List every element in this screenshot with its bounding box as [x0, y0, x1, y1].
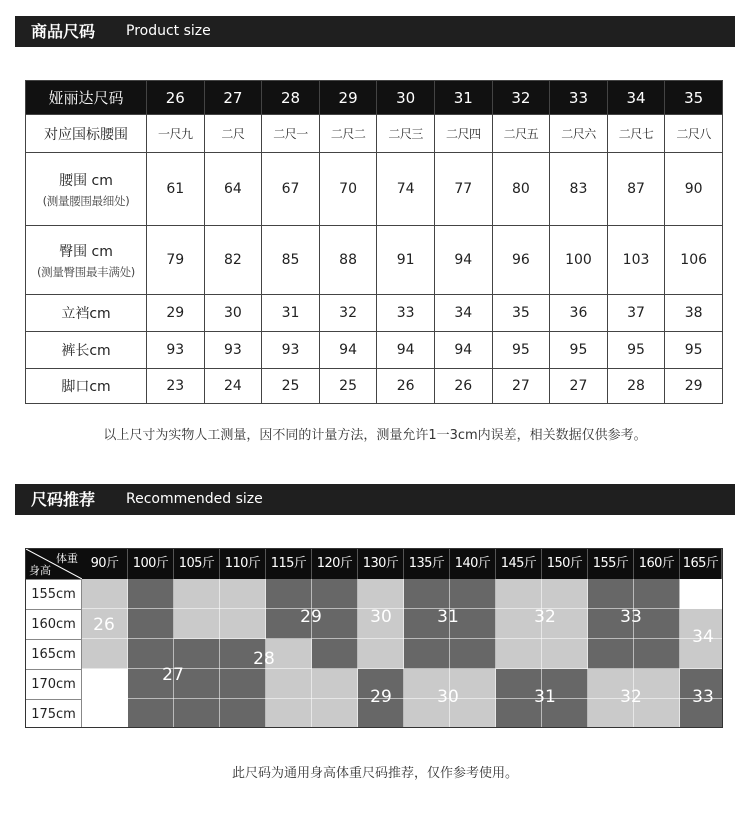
table-cell: 36 — [550, 295, 608, 332]
table-cell: 80 — [492, 153, 550, 226]
table-cell: 24 — [204, 369, 262, 404]
table-cell: 27 — [550, 369, 608, 404]
table-cell: 35 — [665, 81, 723, 115]
row-label-text: 臀围 cm — [59, 243, 113, 260]
table-cell: 93 — [204, 332, 262, 369]
table-cell: 79 — [147, 226, 205, 295]
table-cell: 30 — [204, 295, 262, 332]
waist-row — [26, 153, 723, 226]
table-cell: 35 — [492, 295, 550, 332]
height-header: 170cm — [26, 669, 82, 699]
weight-header: 135斤 — [404, 549, 450, 579]
row-label — [26, 226, 147, 295]
table-cell: 二尺五 — [492, 115, 550, 153]
table-cell: 103 — [607, 226, 665, 295]
weight-header: 120斤 — [312, 549, 358, 579]
row-label — [26, 332, 147, 369]
table-cell: 96 — [492, 226, 550, 295]
table-cell: 一尺九 — [147, 115, 205, 153]
table-cell: 37 — [607, 295, 665, 332]
table-cell: 95 — [492, 332, 550, 369]
recommendation-note: 此尺码为通用身高体重尺码推荐，仅作参考使用。 — [231, 766, 518, 781]
weight-header: 150斤 — [542, 549, 588, 579]
table-cell: 94 — [434, 226, 492, 295]
table-cell: 94 — [434, 332, 492, 369]
table-cell: 87 — [607, 153, 665, 226]
table-cell: 二尺七 — [607, 115, 665, 153]
table-cell: 29 — [319, 81, 377, 115]
size-region-label: 32 — [620, 687, 642, 707]
size-region-label: 26 — [93, 615, 115, 635]
table-cell: 88 — [319, 226, 377, 295]
table-cell: 二尺三 — [377, 115, 435, 153]
table-cell: 28 — [607, 369, 665, 404]
table-cell: 38 — [665, 295, 723, 332]
table-cell: 100 — [550, 226, 608, 295]
table-cell: 90 — [665, 153, 723, 226]
table-cell: 26 — [147, 81, 205, 115]
row-label — [26, 295, 147, 332]
table-cell: 29 — [147, 295, 205, 332]
weight-header: 100斤 — [128, 549, 174, 579]
table-cell: 二尺四 — [434, 115, 492, 153]
size-region-label: 30 — [437, 687, 459, 707]
rise-row — [26, 295, 723, 332]
table-cell: 74 — [377, 153, 435, 226]
table-cell: 93 — [147, 332, 205, 369]
weight-height-corner — [26, 549, 82, 579]
size-region-block — [128, 579, 174, 728]
table-cell: 二尺八 — [665, 115, 723, 153]
row-label-text: 腰围 cm — [59, 172, 113, 189]
table-cell: 二尺六 — [550, 115, 608, 153]
size-row — [26, 81, 723, 115]
table-cell: 31 — [262, 295, 320, 332]
table-cell: 77 — [434, 153, 492, 226]
size-region-label: 27 — [162, 665, 184, 685]
table-cell: 83 — [550, 153, 608, 226]
row-label — [26, 153, 147, 226]
table-cell: 34 — [607, 81, 665, 115]
height-header: 160cm — [26, 609, 82, 639]
table-cell: 32 — [319, 295, 377, 332]
table-cell: 95 — [550, 332, 608, 369]
table-cell: 33 — [550, 81, 608, 115]
table-cell: 61 — [147, 153, 205, 226]
weight-header: 140斤 — [450, 549, 496, 579]
row-label-text: 娅丽达尺码 — [48, 89, 124, 107]
table-cell: 28 — [262, 81, 320, 115]
height-header: 165cm — [26, 639, 82, 669]
grid-line — [587, 579, 588, 728]
section-title-en: Product size — [126, 23, 211, 39]
table-cell: 82 — [204, 226, 262, 295]
weight-header: 130斤 — [358, 549, 404, 579]
size-region-label: 34 — [692, 627, 714, 647]
table-cell: 29 — [665, 369, 723, 404]
grid-line — [495, 579, 496, 728]
table-cell: 91 — [377, 226, 435, 295]
row-label-text: 裤长cm — [61, 343, 111, 359]
row-label — [26, 115, 147, 153]
table-cell: 67 — [262, 153, 320, 226]
size-region-label: 30 — [370, 607, 392, 627]
weight-header: 155斤 — [588, 549, 634, 579]
weight-header: 145斤 — [496, 549, 542, 579]
table-cell: 85 — [262, 226, 320, 295]
table-cell: 二尺二 — [319, 115, 377, 153]
weight-header: 115斤 — [266, 549, 312, 579]
row-label — [26, 81, 147, 115]
table-cell: 二尺一 — [262, 115, 320, 153]
section-title-cn: 商品尺码 — [31, 22, 96, 41]
table-cell: 26 — [377, 369, 435, 404]
row-label-text: 立裆cm — [61, 306, 111, 322]
table-cell: 25 — [319, 369, 377, 404]
grid-line — [679, 579, 680, 728]
section-header-recommended-size — [15, 484, 735, 515]
height-header: 155cm — [26, 579, 82, 609]
table-cell: 70 — [319, 153, 377, 226]
table-cell: 64 — [204, 153, 262, 226]
row-label-note: (测量腰围最细处) — [42, 193, 130, 208]
weight-header: 165斤 — [680, 549, 722, 579]
size-region-label: 31 — [534, 687, 556, 707]
grid-line — [311, 579, 312, 728]
row-label-note: (测量臀围最丰满处) — [37, 264, 135, 279]
table-cell: 34 — [434, 295, 492, 332]
weight-header: 105斤 — [174, 549, 220, 579]
grid-line — [127, 579, 128, 728]
weight-header: 110斤 — [220, 549, 266, 579]
table-cell: 30 — [377, 81, 435, 115]
height-header: 175cm — [26, 699, 82, 728]
table-cell: 27 — [492, 369, 550, 404]
table-cell: 95 — [607, 332, 665, 369]
table-cell: 26 — [434, 369, 492, 404]
size-recommendation-grid — [25, 548, 723, 728]
table-cell: 95 — [665, 332, 723, 369]
grid-line — [219, 579, 220, 728]
table-cell: 二尺 — [204, 115, 262, 153]
size-region-label: 33 — [692, 687, 714, 707]
measurement-note: 以上尺寸为实物人工测量，因不同的计量方法，测量允许1一3cm内误差，相关数据仅供参考。 — [103, 428, 647, 443]
grid-line — [173, 579, 174, 728]
size-region-label: 29 — [370, 687, 392, 707]
weight-header: 90斤 — [82, 549, 128, 579]
grid-line — [357, 579, 358, 728]
section-header-product-size — [15, 16, 735, 47]
section-title-cn: 尺码推荐 — [31, 490, 96, 509]
row-label-text: 对应国标腰围 — [44, 126, 128, 143]
row-label-text: 脚口cm — [61, 379, 111, 395]
table-cell: 27 — [204, 81, 262, 115]
intl-waist-row — [26, 115, 723, 153]
section-title-en: Recommended size — [126, 491, 263, 507]
row-label — [26, 369, 147, 404]
table-cell: 31 — [434, 81, 492, 115]
hip-row — [26, 226, 723, 295]
size-table — [25, 80, 723, 404]
grid-line — [82, 638, 722, 639]
table-cell: 25 — [262, 369, 320, 404]
size-region-label: 31 — [437, 607, 459, 627]
size-region-label: 32 — [534, 607, 556, 627]
hem-row — [26, 369, 723, 404]
table-cell: 106 — [665, 226, 723, 295]
corner-weight-label: 体重 — [56, 552, 78, 565]
table-cell: 23 — [147, 369, 205, 404]
table-cell: 94 — [319, 332, 377, 369]
size-region-block — [174, 579, 266, 639]
size-region-label: 33 — [620, 607, 642, 627]
weight-header: 160斤 — [634, 549, 680, 579]
table-cell: 32 — [492, 81, 550, 115]
table-cell: 93 — [262, 332, 320, 369]
corner-height-label: 身高 — [29, 564, 51, 577]
size-region-label: 29 — [300, 607, 322, 627]
table-cell: 33 — [377, 295, 435, 332]
length-row — [26, 332, 723, 369]
size-region-label: 28 — [253, 649, 275, 669]
table-cell: 94 — [377, 332, 435, 369]
grid-line — [403, 579, 404, 728]
